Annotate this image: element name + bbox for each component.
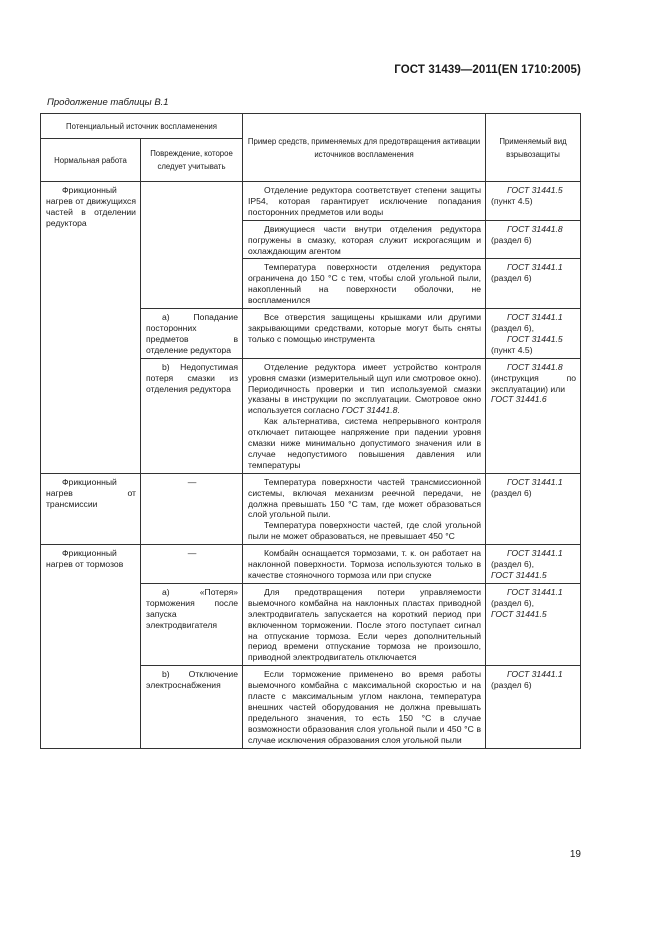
standard-code: ГОСТ 31439—2011(EN 1710:2005) [394,64,581,76]
measures-cell: Температура поверхности частей трансмиссионной системы, включая механизм реечной передачи, не должна превышать 150 °С там, где может образоваться слой угольной пыли. Температура поверхности частей, где слой угольной пыли не может образоваться, не превышает 450 °С [243,473,486,544]
measures-cell: Отделение редуктора соответствует степени защиты IP54, которая гарантирует исключение попадания посторонних предметов или воды [243,182,486,221]
damage-cell: — [141,545,243,584]
header-measures: Пример средств, применяемых для предотвращения активации источников воспламенения [243,114,486,182]
measures-cell: Все отверстия защищены крышками или другими закрывающими средствами, которые могут быть сняты только с помощью инструмента [243,309,486,359]
header-damage: Повреждение, которое следует учитывать [141,139,243,182]
damage-cell: b) Недопустимая потеря смазки из отделения редуктора [141,358,243,473]
measures-cell: Для предотвращения потери управляемости выемочного комбайна на наклонных пластах приводной электродвигатель запускается на короткий период при включенном торможении. После этого поступает сигнал на отпускание тормоза. Если через дополнительный период времени отпускание тормоза не произошло, приводной электродвигатель отключается [243,583,486,665]
ignition-source-cell: Фрикционный нагрев от трансмиссии [41,473,141,544]
table-row [41,473,581,544]
table-row [41,182,581,221]
table-row [41,545,581,584]
damage-cell: а) «Потеря» торможения после запуска электродвигателя [141,583,243,665]
page-number: 19 [569,849,581,860]
protection-cell: ГОСТ 31441.1 (раздел 6) [486,666,581,748]
table-caption: Продолжение таблицы В.1 [47,97,169,108]
protection-cell: ГОСТ 31441.5 (пункт 4.5) [486,182,581,221]
protection-cell: ГОСТ 31441.1 (раздел 6) [486,473,581,544]
measures-cell: Температура поверхности отделения редуктора ограничена до 150 °С с тем, чтобы слой угольной пыли, накопленный на поверхности оболочки, не воспламенился [243,259,486,309]
header-normal-operation: Нормальная работа [41,139,141,182]
damage-cell: b) Отключение электроснабжения [141,666,243,748]
header-protection: Применяемый вид взрывозащиты [486,114,581,182]
ignition-source-cell: Фрикционный нагрев от тормозов [41,545,141,748]
measures-cell: Движущиеся части внутри отделения редуктора погружены в смазку, которая служит искрогасящим и охлаждающим агентом [243,220,486,259]
measures-cell: Отделение редуктора имеет устройство контроля уровня смазки (измерительный щуп или смотровое окно). Периодичность проверки и тип используемой смазки указаны в инструкции по эксплуатации. Смотровое окно используется согласно ГОСТ 31441.8. Как альтернатива, система непрерывного контроля отключает питающее напряжение при падении уровня смазки ниже минимально допустимого значения или в случае недопустимого повышения давления или температуры [243,358,486,473]
protection-cell: ГОСТ 31441.1 (раздел 6) [486,259,581,309]
measures-cell: Комбайн оснащается тормозами, т. к. он работает на наклонной поверхности. Тормоза используются только в качестве стояночного тормоза или при спуске [243,545,486,584]
protection-cell: ГОСТ 31441.1 (раздел 6), ГОСТ 31441.5 (пункт 4.5) [486,309,581,359]
ignition-sources-table [40,113,581,749]
protection-cell: ГОСТ 31441.8 (раздел 6) [486,220,581,259]
damage-cell [141,182,243,309]
protection-cell: ГОСТ 31441.1 (раздел 6), ГОСТ 31441.5 [486,545,581,584]
table-header-row [41,114,581,139]
ignition-source-cell: Фрикционный нагрев от движущихся частей в отделении редуктора [41,182,141,474]
protection-cell: ГОСТ 31441.1 (раздел 6), ГОСТ 31441.5 [486,583,581,665]
protection-cell: ГОСТ 31441.8 (инструкция по эксплуатации) или ГОСТ 31441.6 [486,358,581,473]
damage-cell: — [141,473,243,544]
measures-cell: Если торможение применено во время работы выемочного комбайна с максимальной скоростью и на пласте с максимальным углом наклона, температура внешних частей оборудования не должна превышать предельного значения, то есть 150 °С в случае возможности образования слоя угольной пыли и 450 °С в случае исключения образования слоя угольной пыли [243,666,486,748]
damage-cell: а) Попадание посторонних предметов в отделение редуктора [141,309,243,359]
header-ignition-source: Потенциальный источник воспламенения [41,114,243,139]
